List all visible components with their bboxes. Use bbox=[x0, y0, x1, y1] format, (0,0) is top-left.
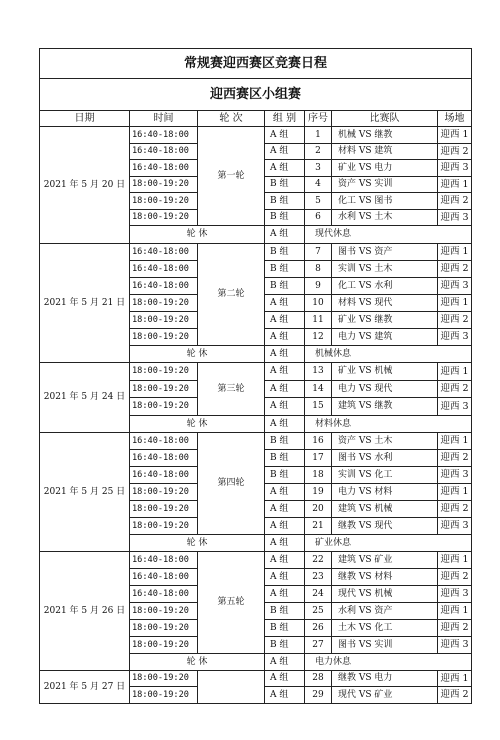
match-row bbox=[40, 433, 472, 450]
match-teams: 图书 VS 实训 bbox=[332, 637, 438, 654]
match-venue: 迎西 3 bbox=[438, 586, 472, 603]
match-venue: 迎西 1 bbox=[438, 671, 472, 687]
match-group: A 组 bbox=[265, 687, 305, 704]
header-venue: 场地 bbox=[438, 111, 472, 127]
page-subtitle: 迎西赛区小组赛 bbox=[40, 79, 472, 111]
match-group: A 组 bbox=[265, 381, 305, 398]
match-time: 18:00-19:20 bbox=[130, 637, 198, 654]
header-row bbox=[40, 111, 472, 127]
match-group: B 组 bbox=[265, 244, 305, 261]
header-teams: 比赛队 bbox=[332, 111, 438, 127]
match-group: A 组 bbox=[265, 671, 305, 687]
match-teams: 水利 VS 土木 bbox=[332, 210, 438, 226]
match-teams: 实训 VS 土木 bbox=[332, 261, 438, 278]
rest-label: 轮 休 bbox=[130, 654, 265, 671]
match-venue: 迎西 1 bbox=[438, 484, 472, 501]
match-group: A 组 bbox=[265, 127, 305, 144]
match-time: 18:00-19:20 bbox=[130, 687, 198, 704]
match-number: 2 bbox=[305, 144, 332, 160]
match-date: 2021 年 5 月 27 日 bbox=[40, 671, 130, 704]
match-teams: 现代 VS 矿业 bbox=[332, 687, 438, 704]
match-teams: 电力 VS 材料 bbox=[332, 484, 438, 501]
match-time: 16:40-18:00 bbox=[130, 127, 198, 144]
rest-team: 机械休息 bbox=[305, 346, 472, 363]
match-time: 16:40-18:00 bbox=[130, 467, 198, 484]
match-row bbox=[40, 363, 472, 381]
match-number: 13 bbox=[305, 363, 332, 381]
match-round: 第四轮 bbox=[198, 433, 265, 535]
match-number: 5 bbox=[305, 193, 332, 210]
match-number: 28 bbox=[305, 671, 332, 687]
match-number: 1 bbox=[305, 127, 332, 144]
match-number: 10 bbox=[305, 295, 332, 312]
match-teams: 材料 VS 现代 bbox=[332, 295, 438, 312]
match-venue: 迎西 3 bbox=[438, 329, 472, 346]
rest-group: A 组 bbox=[265, 416, 305, 433]
match-group: A 组 bbox=[265, 501, 305, 518]
match-teams: 材料 VS 建筑 bbox=[332, 144, 438, 160]
match-venue: 迎西 2 bbox=[438, 687, 472, 704]
match-teams: 机械 VS 继教 bbox=[332, 127, 438, 144]
match-venue: 迎西 2 bbox=[438, 193, 472, 210]
match-time: 18:00-19:20 bbox=[130, 177, 198, 193]
match-row bbox=[40, 671, 472, 687]
match-teams: 矿业 VS 机械 bbox=[332, 363, 438, 381]
match-group: A 组 bbox=[265, 363, 305, 381]
match-number: 12 bbox=[305, 329, 332, 346]
rest-team: 现代休息 bbox=[305, 226, 472, 244]
match-time: 18:00-19:20 bbox=[130, 671, 198, 687]
match-teams: 电力 VS 建筑 bbox=[332, 329, 438, 346]
match-time: 16:40-18:00 bbox=[130, 144, 198, 160]
match-teams: 建筑 VS 矿业 bbox=[332, 552, 438, 569]
match-group: A 组 bbox=[265, 484, 305, 501]
match-number: 14 bbox=[305, 381, 332, 398]
match-teams: 矿业 VS 继教 bbox=[332, 312, 438, 329]
match-teams: 矿业 VS 电力 bbox=[332, 160, 438, 177]
match-number: 15 bbox=[305, 398, 332, 416]
match-venue: 迎西 1 bbox=[438, 603, 472, 620]
match-number: 7 bbox=[305, 244, 332, 261]
match-venue: 迎西 1 bbox=[438, 127, 472, 144]
match-date: 2021 年 5 月 25 日 bbox=[40, 433, 130, 552]
match-time: 16:40-18:00 bbox=[130, 552, 198, 569]
match-number: 26 bbox=[305, 620, 332, 637]
match-group: A 组 bbox=[265, 586, 305, 603]
match-number: 19 bbox=[305, 484, 332, 501]
match-teams: 化工 VS 水利 bbox=[332, 278, 438, 295]
header-date: 日期 bbox=[40, 111, 130, 127]
match-venue: 迎西 3 bbox=[438, 467, 472, 484]
match-number: 23 bbox=[305, 569, 332, 586]
rest-label: 轮 休 bbox=[130, 346, 265, 363]
match-venue: 迎西 3 bbox=[438, 637, 472, 654]
match-group: A 组 bbox=[265, 160, 305, 177]
match-venue: 迎西 3 bbox=[438, 210, 472, 226]
match-teams: 现代 VS 机械 bbox=[332, 586, 438, 603]
match-date: 2021 年 5 月 24 日 bbox=[40, 363, 130, 433]
match-group: B 组 bbox=[265, 637, 305, 654]
match-teams: 图书 VS 水利 bbox=[332, 450, 438, 467]
match-venue: 迎西 3 bbox=[438, 398, 472, 416]
match-row bbox=[40, 127, 472, 144]
match-row bbox=[40, 552, 472, 569]
header-group: 组 别 bbox=[265, 111, 305, 127]
match-venue: 迎西 1 bbox=[438, 363, 472, 381]
match-venue: 迎西 1 bbox=[438, 244, 472, 261]
match-time: 18:00-19:20 bbox=[130, 210, 198, 226]
match-teams: 化工 VS 图书 bbox=[332, 193, 438, 210]
match-number: 4 bbox=[305, 177, 332, 193]
match-teams: 图书 VS 资产 bbox=[332, 244, 438, 261]
match-teams: 继教 VS 现代 bbox=[332, 518, 438, 535]
match-group: A 组 bbox=[265, 144, 305, 160]
header-time: 时间 bbox=[130, 111, 198, 127]
match-date: 2021 年 5 月 20 日 bbox=[40, 127, 130, 244]
match-number: 27 bbox=[305, 637, 332, 654]
match-venue: 迎西 3 bbox=[438, 518, 472, 535]
match-venue: 迎西 2 bbox=[438, 569, 472, 586]
rest-group: A 组 bbox=[265, 654, 305, 671]
rest-team: 电力休息 bbox=[305, 654, 472, 671]
match-group: A 组 bbox=[265, 295, 305, 312]
match-group: A 组 bbox=[265, 518, 305, 535]
match-time: 18:00-19:20 bbox=[130, 501, 198, 518]
match-time: 16:40-18:00 bbox=[130, 278, 198, 295]
match-venue: 迎西 1 bbox=[438, 552, 472, 569]
match-time: 16:40-18:00 bbox=[130, 261, 198, 278]
match-time: 16:40-18:00 bbox=[130, 586, 198, 603]
match-venue: 迎西 2 bbox=[438, 450, 472, 467]
match-venue: 迎西 2 bbox=[438, 620, 472, 637]
match-group: B 组 bbox=[265, 450, 305, 467]
page-title: 常规赛迎西赛区竞赛日程 bbox=[40, 49, 472, 79]
match-group: A 组 bbox=[265, 569, 305, 586]
match-teams: 资产 VS 土木 bbox=[332, 433, 438, 450]
match-venue: 迎西 3 bbox=[438, 160, 472, 177]
match-time: 16:40-18:00 bbox=[130, 160, 198, 177]
match-group: A 组 bbox=[265, 312, 305, 329]
rest-group: A 组 bbox=[265, 346, 305, 363]
match-group: B 组 bbox=[265, 278, 305, 295]
match-round: 第五轮 bbox=[198, 552, 265, 654]
match-time: 16:40-18:00 bbox=[130, 433, 198, 450]
match-group: B 组 bbox=[265, 210, 305, 226]
match-time: 18:00-19:20 bbox=[130, 603, 198, 620]
match-time: 18:00-19:20 bbox=[130, 295, 198, 312]
match-venue: 迎西 2 bbox=[438, 312, 472, 329]
match-venue: 迎西 2 bbox=[438, 144, 472, 160]
match-teams: 建筑 VS 机械 bbox=[332, 501, 438, 518]
match-group: B 组 bbox=[265, 193, 305, 210]
match-number: 24 bbox=[305, 586, 332, 603]
rest-label: 轮 休 bbox=[130, 226, 265, 244]
match-number: 25 bbox=[305, 603, 332, 620]
match-venue: 迎西 2 bbox=[438, 381, 472, 398]
match-teams: 土木 VS 化工 bbox=[332, 620, 438, 637]
header-round: 轮 次 bbox=[198, 111, 265, 127]
match-group: A 组 bbox=[265, 552, 305, 569]
match-teams: 继教 VS 材料 bbox=[332, 569, 438, 586]
match-time: 16:40-18:00 bbox=[130, 569, 198, 586]
match-time: 18:00-19:20 bbox=[130, 620, 198, 637]
match-number: 22 bbox=[305, 552, 332, 569]
match-venue: 迎西 2 bbox=[438, 261, 472, 278]
match-number: 9 bbox=[305, 278, 332, 295]
match-number: 29 bbox=[305, 687, 332, 704]
match-time: 18:00-19:20 bbox=[130, 193, 198, 210]
match-time: 18:00-19:20 bbox=[130, 484, 198, 501]
match-group: B 组 bbox=[265, 433, 305, 450]
match-time: 18:00-19:20 bbox=[130, 363, 198, 381]
match-group: B 组 bbox=[265, 177, 305, 193]
match-number: 20 bbox=[305, 501, 332, 518]
rest-group: A 组 bbox=[265, 226, 305, 244]
rest-group: A 组 bbox=[265, 535, 305, 552]
schedule-table bbox=[39, 48, 472, 704]
match-round: 第三轮 bbox=[198, 363, 265, 416]
match-group: B 组 bbox=[265, 620, 305, 637]
match-round: 第二轮 bbox=[198, 244, 265, 346]
match-number: 8 bbox=[305, 261, 332, 278]
match-time: 18:00-19:20 bbox=[130, 329, 198, 346]
match-number: 11 bbox=[305, 312, 332, 329]
match-teams: 继教 VS 电力 bbox=[332, 671, 438, 687]
match-time: 16:40-18:00 bbox=[130, 244, 198, 261]
match-time: 18:00-19:20 bbox=[130, 518, 198, 535]
match-teams: 水利 VS 资产 bbox=[332, 603, 438, 620]
match-venue: 迎西 3 bbox=[438, 278, 472, 295]
rest-label: 轮 休 bbox=[130, 535, 265, 552]
match-number: 21 bbox=[305, 518, 332, 535]
match-round: 第一轮 bbox=[198, 127, 265, 226]
rest-label: 轮 休 bbox=[130, 416, 265, 433]
rest-team: 矿业休息 bbox=[305, 535, 472, 552]
match-venue: 迎西 1 bbox=[438, 177, 472, 193]
match-teams: 建筑 VS 继教 bbox=[332, 398, 438, 416]
match-number: 6 bbox=[305, 210, 332, 226]
match-number: 16 bbox=[305, 433, 332, 450]
match-teams: 实训 VS 化工 bbox=[332, 467, 438, 484]
match-group: A 组 bbox=[265, 329, 305, 346]
match-number: 17 bbox=[305, 450, 332, 467]
match-time: 18:00-19:20 bbox=[130, 312, 198, 329]
match-row bbox=[40, 244, 472, 261]
match-date: 2021 年 5 月 26 日 bbox=[40, 552, 130, 671]
match-group: A 组 bbox=[265, 398, 305, 416]
rest-team: 材料休息 bbox=[305, 416, 472, 433]
match-time: 16:40-18:00 bbox=[130, 450, 198, 467]
match-round bbox=[198, 671, 265, 704]
match-group: B 组 bbox=[265, 603, 305, 620]
match-teams: 资产 VS 实训 bbox=[332, 177, 438, 193]
match-number: 18 bbox=[305, 467, 332, 484]
match-venue: 迎西 1 bbox=[438, 295, 472, 312]
match-venue: 迎西 2 bbox=[438, 501, 472, 518]
match-time: 18:00-19:20 bbox=[130, 381, 198, 398]
match-teams: 电力 VS 现代 bbox=[332, 381, 438, 398]
match-number: 3 bbox=[305, 160, 332, 177]
match-group: B 组 bbox=[265, 261, 305, 278]
match-date: 2021 年 5 月 21 日 bbox=[40, 244, 130, 363]
match-venue: 迎西 1 bbox=[438, 433, 472, 450]
header-number: 序号 bbox=[305, 111, 332, 127]
match-group: B 组 bbox=[265, 467, 305, 484]
match-time: 18:00-19:20 bbox=[130, 398, 198, 416]
